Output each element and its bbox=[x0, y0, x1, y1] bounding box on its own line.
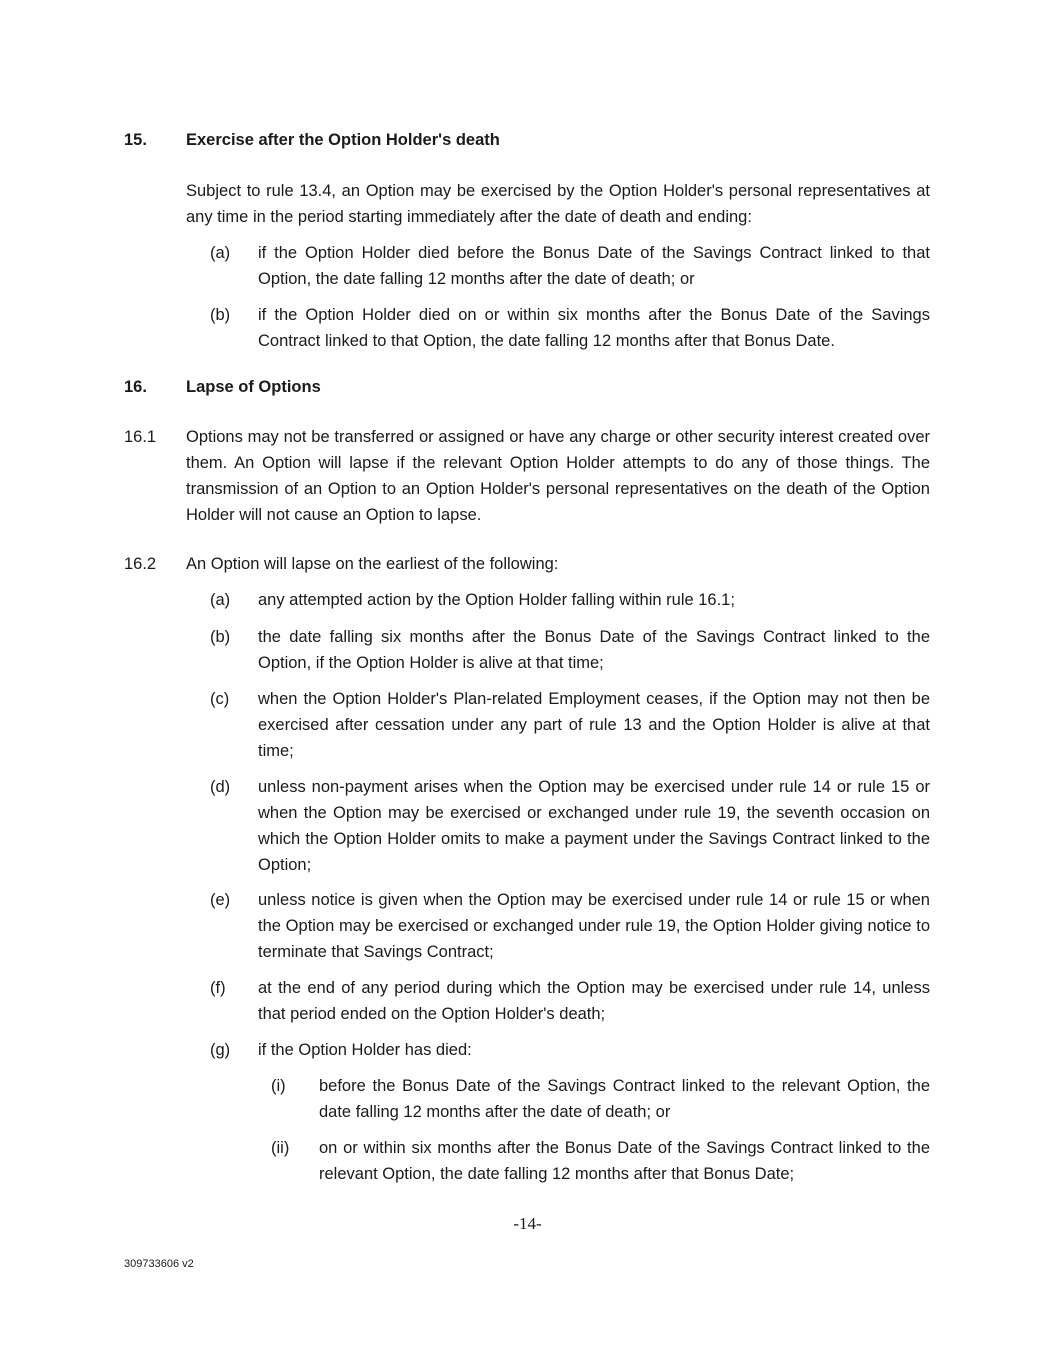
section-15-title: Exercise after the Option Holder's death bbox=[186, 131, 500, 149]
section-15-item-a-label: (a) bbox=[210, 244, 231, 262]
clause-16-2-subitem-i-label: (i) bbox=[271, 1077, 286, 1095]
section-15-item-b-text: if the Option Holder died on or within six months after the Bonus Date of the Savings Contract linked to that Option, the date falling 12 months after that Bonus Date. bbox=[258, 306, 930, 350]
clause-16-2-item-d-text: unless non-payment arises when the Option may be exercised under rule 14 or rule 15 or when the Option may be exercised or exchanged under rule 19, the seventh occasion on which the Option Holder omits to make a payment under the Savings Contract linked to the Option; bbox=[258, 778, 930, 874]
section-15-intro: Subject to rule 13.4, an Option may be exercised by the Option Holder's personal representatives at any time in the period starting immediately after the date of death and ending: bbox=[186, 182, 930, 226]
page-number: -14- bbox=[513, 1214, 542, 1233]
section-16-title: Lapse of Options bbox=[186, 378, 321, 396]
clause-16-2-item-b-text: the date falling six months after the Bonus Date of the Savings Contract linked to the Option, if the Option Holder is alive at that time; bbox=[258, 628, 930, 672]
section-15-item-a-text: if the Option Holder died before the Bonus Date of the Savings Contract linked to that Option, the date falling 12 months after the date of death; or bbox=[258, 244, 930, 288]
document-reference: 309733606 v2 bbox=[124, 1258, 194, 1270]
clause-16-2-number: 16.2 bbox=[124, 555, 157, 573]
clause-16-1-number: 16.1 bbox=[124, 428, 157, 446]
clause-16-2-item-c-text: when the Option Holder's Plan-related Employment ceases, if the Option may not then be exercised after cessation under any part of rule 13 and the Option Holder is alive at that time; bbox=[258, 690, 930, 760]
clause-16-2-intro: An Option will lapse on the earliest of the following: bbox=[186, 555, 559, 573]
clause-16-2-item-a-label: (a) bbox=[210, 591, 231, 609]
clause-16-1-text: Options may not be transferred or assigned or have any charge or other security interest created over them. An Option will lapse if the relevant Option Holder attempts to do any of those things. The transmission of an Option to an Option Holder's personal representatives on the death of the Option Holder will not cause an Option to lapse. bbox=[186, 428, 930, 524]
clause-16-2-item-g-label: (g) bbox=[210, 1041, 231, 1059]
clause-16-2-item-f-label: (f) bbox=[210, 979, 226, 997]
section-16-number: 16. bbox=[124, 378, 147, 396]
clause-16-2-subitem-ii-text: on or within six months after the Bonus Date of the Savings Contract linked to the relevant Option, the date falling 12 months after that Bonus Date; bbox=[319, 1139, 930, 1183]
clause-16-2-subitem-ii-label: (ii) bbox=[271, 1139, 290, 1157]
section-15-number: 15. bbox=[124, 131, 147, 149]
clause-16-2-item-b-label: (b) bbox=[210, 628, 231, 646]
clause-16-2-item-e-label: (e) bbox=[210, 891, 231, 909]
clause-16-2-item-g-text: if the Option Holder has died: bbox=[258, 1041, 472, 1059]
clause-16-2-item-a-text: any attempted action by the Option Holder falling within rule 16.1; bbox=[258, 591, 735, 609]
clause-16-2-subitem-i-text: before the Bonus Date of the Savings Contract linked to the relevant Option, the date falling 12 months after the date of death; or bbox=[319, 1077, 930, 1121]
clause-16-2-item-c-label: (c) bbox=[210, 690, 230, 708]
clause-16-2-item-f-text: at the end of any period during which the Option may be exercised under rule 14, unless that period ended on the Option Holder's death; bbox=[258, 979, 930, 1023]
clause-16-2-item-e-text: unless notice is given when the Option may be exercised under rule 14 or rule 15 or when the Option may be exercised or exchanged under rule 19, the Option Holder giving notice to terminate that Savings Contract; bbox=[258, 891, 930, 961]
section-15-item-b-label: (b) bbox=[210, 306, 231, 324]
clause-16-2-item-d-label: (d) bbox=[210, 778, 231, 796]
